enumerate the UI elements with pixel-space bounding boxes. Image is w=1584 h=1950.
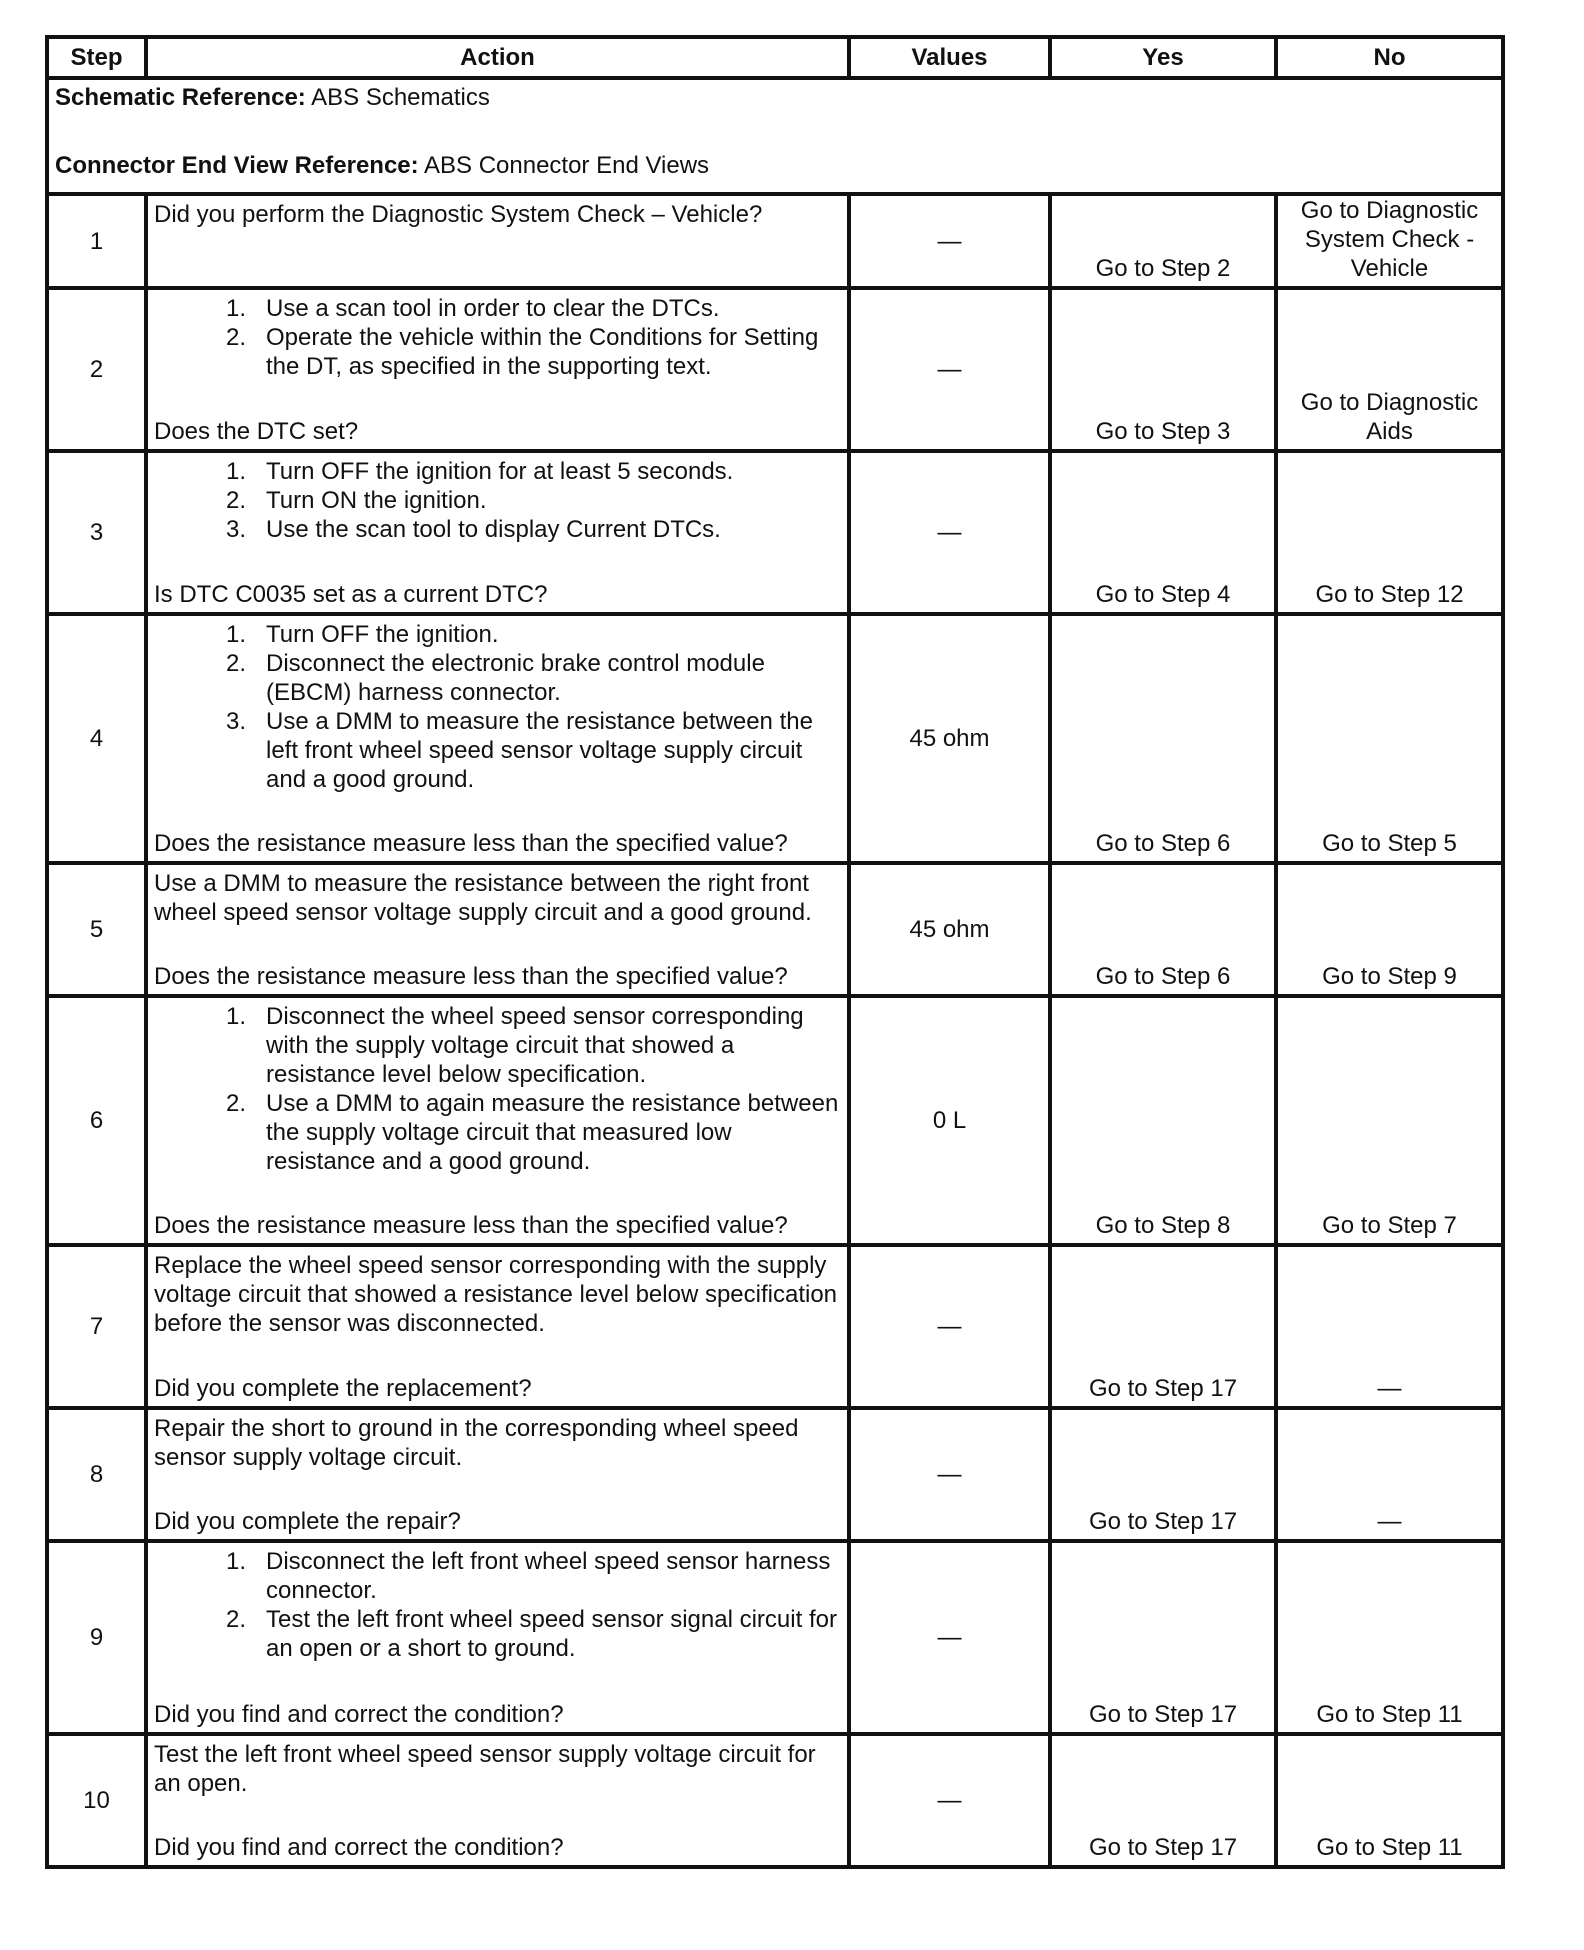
action-question: Did you find and correct the condition?: [154, 1701, 564, 1728]
list-item-number: 3.: [225, 708, 246, 735]
list-item-text: Turn OFF the ignition.: [266, 621, 499, 648]
action-question: Does the resistance measure less than the specified value?: [154, 963, 788, 990]
list-item-number: 1.: [225, 1003, 246, 1030]
action-question: Does the resistance measure less than the specified value?: [154, 830, 788, 857]
step-number: 8: [47, 1408, 146, 1541]
value-cell: —: [849, 451, 1050, 614]
list-item-text: Use a DMM to measure the resistance between the left front wheel speed sensor voltage supply circuit and a good ground.: [266, 708, 813, 793]
action-question: Did you find and correct the condition?: [154, 1834, 564, 1861]
action-cell: [146, 863, 849, 996]
action-question: Did you complete the repair?: [154, 1508, 461, 1535]
action-instructions: [154, 457, 841, 544]
action-instructions: [154, 200, 841, 229]
list-item: [154, 486, 841, 515]
action-instructions: [154, 1251, 841, 1338]
no-cell: Go to Step 12: [1276, 451, 1503, 614]
no-cell: —: [1276, 1245, 1503, 1408]
action-text: Repair the short to ground in the corresponding wheel speed sensor supply voltage circuit.: [154, 1415, 799, 1471]
schematic-reference: [55, 83, 1495, 112]
action-text: Use a DMM to measure the resistance between the right front wheel speed sensor voltage supply circuit and a good ground.: [154, 870, 812, 926]
list-item: [154, 1002, 841, 1089]
no-cell: Go to Step 11: [1276, 1541, 1503, 1734]
step-number: 9: [47, 1541, 146, 1734]
action-cell: [146, 194, 849, 288]
action-cell: [146, 288, 849, 451]
list-item-number: 3.: [225, 516, 246, 543]
list-item-text: Test the left front wheel speed sensor signal circuit for an open or a short to ground.: [266, 1606, 837, 1662]
value-cell: —: [849, 1734, 1050, 1867]
action-content: [154, 1547, 841, 1729]
yes-cell: Go to Step 2: [1050, 194, 1276, 288]
step-number: 1: [47, 194, 146, 288]
table-row: [47, 194, 1503, 288]
list-item-number: 1.: [225, 295, 246, 322]
action-question: Did you complete the replacement?: [154, 1375, 532, 1402]
schematic-reference-label: Schematic Reference:: [55, 84, 306, 111]
table-row: [47, 451, 1503, 614]
header-action: Action: [146, 37, 849, 78]
value-cell: —: [849, 1408, 1050, 1541]
yes-cell: Go to Step 17: [1050, 1408, 1276, 1541]
reference-cell: [47, 78, 1503, 194]
action-step-list: [154, 1547, 841, 1663]
table-row: [47, 614, 1503, 863]
action-question: Is DTC C0035 set as a current DTC?: [154, 581, 548, 608]
list-item-text: Operate the vehicle within the Conditions for Setting the DT, as specified in the supporting text.: [266, 324, 819, 380]
no-cell: Go to Step 11: [1276, 1734, 1503, 1867]
action-instructions: [154, 1740, 841, 1798]
yes-cell: Go to Step 4: [1050, 451, 1276, 614]
table-row: [47, 1734, 1503, 1867]
action-question: Does the resistance measure less than the specified value?: [154, 1212, 788, 1239]
header-values: Values: [849, 37, 1050, 78]
table-row: [47, 1245, 1503, 1408]
table-row: [47, 1541, 1503, 1734]
action-step-list: [154, 457, 841, 544]
reference-spacer: [55, 112, 1495, 151]
action-instructions: [154, 1547, 841, 1663]
action-instructions: [154, 620, 841, 794]
action-content: [154, 1251, 841, 1403]
action-text: Replace the wheel speed sensor corresponding with the supply voltage circuit that showed a resistance level below specification before the sensor was disconnected.: [154, 1252, 838, 1337]
step-number: 5: [47, 863, 146, 996]
list-item-text: Disconnect the left front wheel speed sensor harness connector.: [266, 1548, 831, 1604]
step-number: 3: [47, 451, 146, 614]
action-text: Did you perform the Diagnostic System Check – Vehicle?: [154, 201, 763, 228]
no-cell: Go to Diagnostic System Check - Vehicle: [1276, 194, 1503, 288]
list-item-number: 2.: [225, 1090, 246, 1117]
list-item: [154, 707, 841, 794]
step-number: 4: [47, 614, 146, 863]
table-row: [47, 996, 1503, 1245]
yes-cell: Go to Step 17: [1050, 1245, 1276, 1408]
action-content: [154, 294, 841, 446]
list-item-text: Disconnect the electronic brake control module (EBCM) harness connector.: [266, 650, 765, 706]
yes-cell: Go to Step 8: [1050, 996, 1276, 1245]
yes-cell: Go to Step 6: [1050, 614, 1276, 863]
connector-reference-label: Connector End View Reference:: [55, 152, 419, 179]
action-content: [154, 1414, 841, 1536]
schematic-reference-value: ABS Schematics: [305, 84, 490, 111]
list-item-number: 1.: [225, 621, 246, 648]
diagnostic-table: [45, 35, 1505, 1869]
action-content: [154, 620, 841, 858]
action-content: [154, 1740, 841, 1862]
table-row: [47, 1408, 1503, 1541]
list-item: [154, 294, 841, 323]
action-cell: [146, 1408, 849, 1541]
reference-row: [47, 78, 1503, 194]
list-item-number: 2.: [225, 1606, 246, 1633]
list-item-text: Use a DMM to again measure the resistance between the supply voltage circuit that measured low resistance and a good ground.: [266, 1090, 839, 1175]
action-cell: [146, 1245, 849, 1408]
value-cell: 45 ohm: [849, 614, 1050, 863]
connector-reference-value: ABS Connector End Views: [418, 152, 710, 179]
list-item: [154, 323, 841, 381]
list-item-text: Turn OFF the ignition for at least 5 seconds.: [266, 458, 734, 485]
list-item: [154, 620, 841, 649]
action-instructions: [154, 294, 841, 381]
list-item-text: Disconnect the wheel speed sensor corresponding with the supply voltage circuit that showed a resistance level below specification.: [266, 1003, 804, 1088]
value-cell: —: [849, 1245, 1050, 1408]
action-instructions: [154, 869, 841, 927]
list-item: [154, 1089, 841, 1176]
action-instructions: [154, 1414, 841, 1472]
action-cell: [146, 1734, 849, 1867]
value-cell: —: [849, 1541, 1050, 1734]
value-cell: 0 L: [849, 996, 1050, 1245]
table-header-row: [47, 37, 1503, 78]
list-item: [154, 515, 841, 544]
table-row: [47, 288, 1503, 451]
action-text: Test the left front wheel speed sensor supply voltage circuit for an open.: [154, 1741, 816, 1797]
yes-cell: Go to Step 17: [1050, 1734, 1276, 1867]
list-item-number: 1.: [225, 1548, 246, 1575]
step-number: 7: [47, 1245, 146, 1408]
list-item: [154, 457, 841, 486]
action-cell: [146, 451, 849, 614]
list-item: [154, 649, 841, 707]
list-item-number: 2.: [225, 650, 246, 677]
list-item-text: Use the scan tool to display Current DTCs.: [266, 516, 721, 543]
header-yes: Yes: [1050, 37, 1276, 78]
value-cell: —: [849, 288, 1050, 451]
list-item: [154, 1547, 841, 1605]
yes-cell: Go to Step 17: [1050, 1541, 1276, 1734]
step-number: 6: [47, 996, 146, 1245]
action-cell: [146, 614, 849, 863]
list-item-number: 2.: [225, 324, 246, 351]
no-cell: —: [1276, 1408, 1503, 1541]
list-item-number: 1.: [225, 458, 246, 485]
no-cell: Go to Diagnostic Aids: [1276, 288, 1503, 451]
no-cell: Go to Step 9: [1276, 863, 1503, 996]
action-step-list: [154, 620, 841, 794]
action-step-list: [154, 294, 841, 381]
list-item-text: Use a scan tool in order to clear the DTCs.: [266, 295, 720, 322]
step-number: 10: [47, 1734, 146, 1867]
action-content: [154, 457, 841, 609]
value-cell: 45 ohm: [849, 863, 1050, 996]
action-content: [154, 869, 841, 991]
table-row: [47, 863, 1503, 996]
header-no: No: [1276, 37, 1503, 78]
action-cell: [146, 996, 849, 1245]
header-step: Step: [47, 37, 146, 78]
connector-reference: [55, 151, 1495, 180]
action-step-list: [154, 1002, 841, 1176]
action-content: [154, 200, 841, 283]
action-content: [154, 1002, 841, 1240]
step-number: 2: [47, 288, 146, 451]
list-item-text: Turn ON the ignition.: [266, 487, 487, 514]
action-instructions: [154, 1002, 841, 1176]
yes-cell: Go to Step 3: [1050, 288, 1276, 451]
yes-cell: Go to Step 6: [1050, 863, 1276, 996]
value-cell: —: [849, 194, 1050, 288]
action-question: Does the DTC set?: [154, 418, 359, 445]
list-item-number: 2.: [225, 487, 246, 514]
no-cell: Go to Step 5: [1276, 614, 1503, 863]
no-cell: Go to Step 7: [1276, 996, 1503, 1245]
action-cell: [146, 1541, 849, 1734]
list-item: [154, 1605, 841, 1663]
